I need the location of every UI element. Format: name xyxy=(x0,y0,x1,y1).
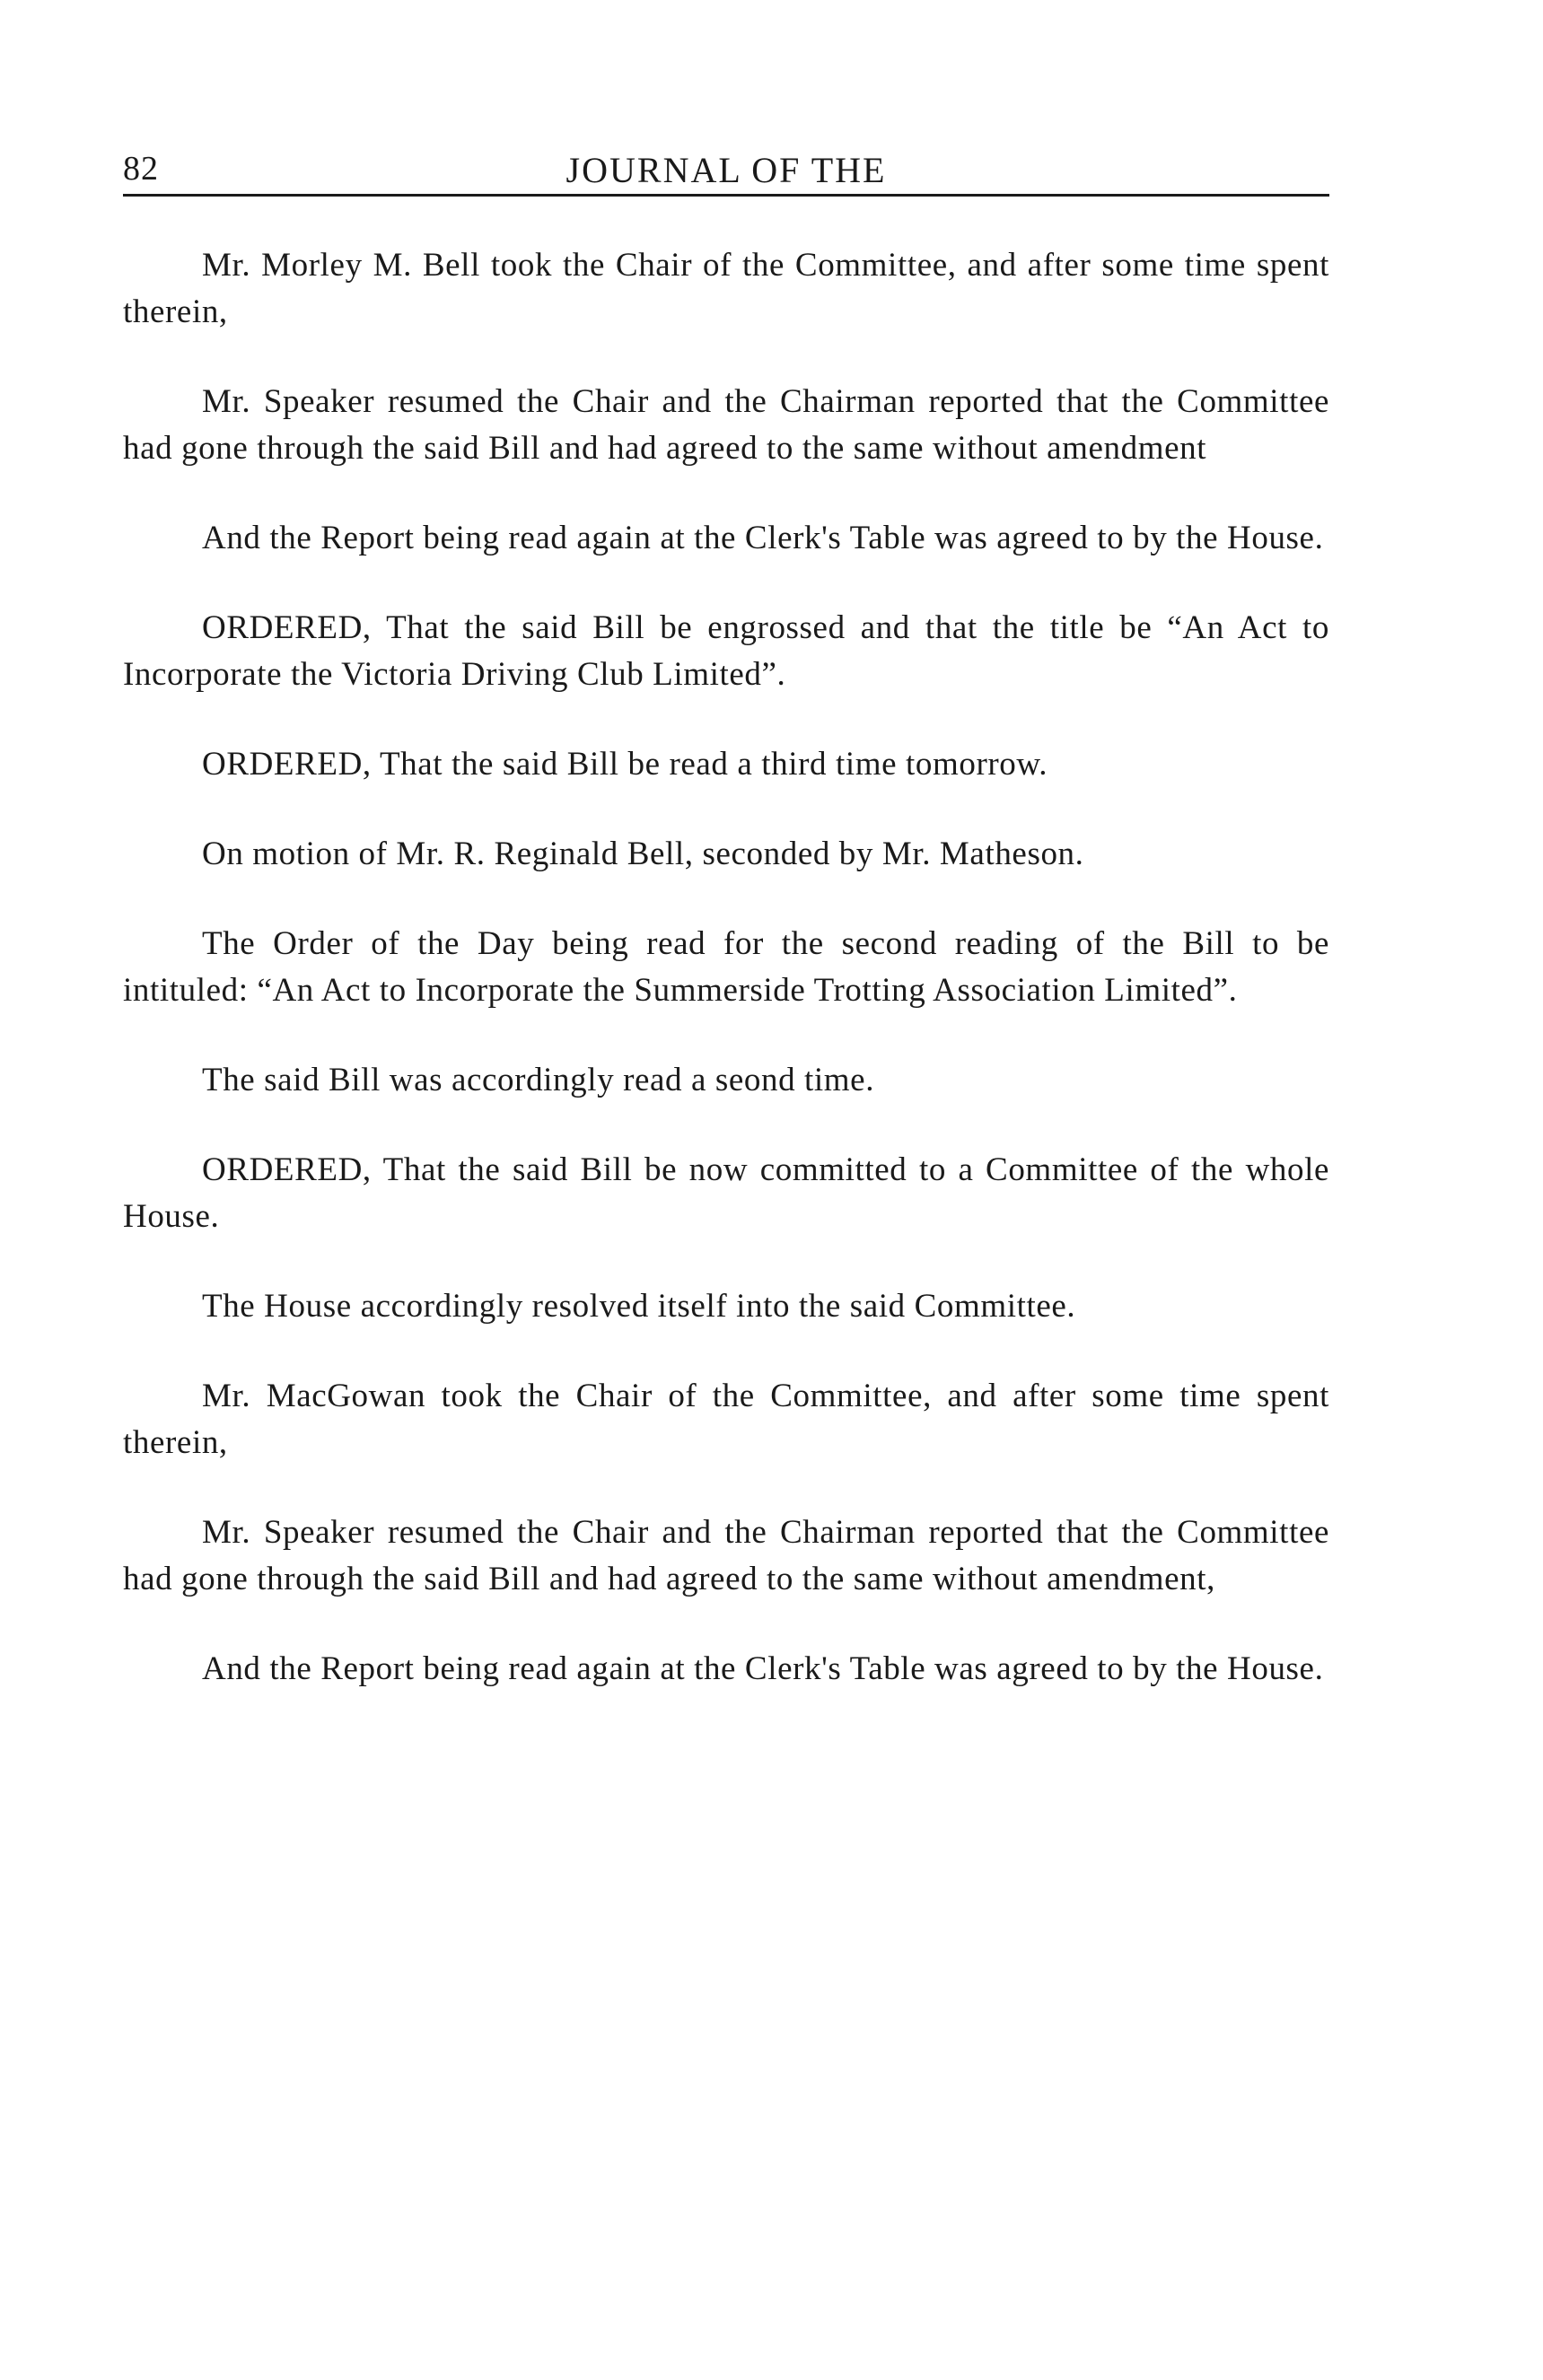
paragraph-motion: On motion of Mr. R. Reginald Bell, seconded by Mr. Matheson. xyxy=(202,836,1084,872)
paragraph-speaker-resumed-2: Mr. Speaker resumed the Chair and the Chairman reported that the Committee had gone through the said Bill and had agreed to the same without amendment, xyxy=(123,1514,1329,1597)
paragraph-order-of-day: The Order of the Day being read for the second reading of the Bill to be intituled: “An Act to Incorporate the Summerside Trotting Association Limited”. xyxy=(123,925,1329,1009)
paragraph-report-agreed: And the Report being read again at the Clerk's Table was agreed to by the House. xyxy=(202,520,1324,556)
header-rule xyxy=(123,194,1329,197)
journal-title: JOURNAL OF THE xyxy=(565,150,887,190)
body-text xyxy=(123,242,1329,1693)
paragraph-second-reading: The said Bill was accordingly read a seond time. xyxy=(202,1062,875,1098)
paragraph-ordered-third-reading: ORDERED, That the said Bill be read a third time tomorrow. xyxy=(202,746,1048,783)
paragraph-ordered-committed: ORDERED, That the said Bill be now committed to a Committee of the whole House. xyxy=(123,1151,1329,1235)
running-head xyxy=(123,144,1329,197)
paragraph-committee-chair: Mr. Morley M. Bell took the Chair of the Committee, and after some time spent therein, xyxy=(123,247,1329,330)
paragraph-speaker-resumed: Mr. Speaker resumed the Chair and the Chairman reported that the Committee had gone through the said Bill and had agreed to the same without amendment xyxy=(123,383,1329,467)
paragraph-house-resolved: The House accordingly resolved itself into the said Committee. xyxy=(202,1288,1076,1325)
page-number: 82 xyxy=(123,150,159,188)
paragraph-report-agreed-2: And the Report being read again at the Clerk's Table was agreed to by the House. xyxy=(202,1650,1324,1687)
paragraph-ordered-engrossed: ORDERED, That the said Bill be engrossed and that the title be “An Act to Incorporate the Victoria Driving Club Limited”. xyxy=(123,609,1329,693)
paragraph-macgowan-chair: Mr. MacGowan took the Chair of the Committee, and after some time spent therein, xyxy=(123,1378,1329,1461)
